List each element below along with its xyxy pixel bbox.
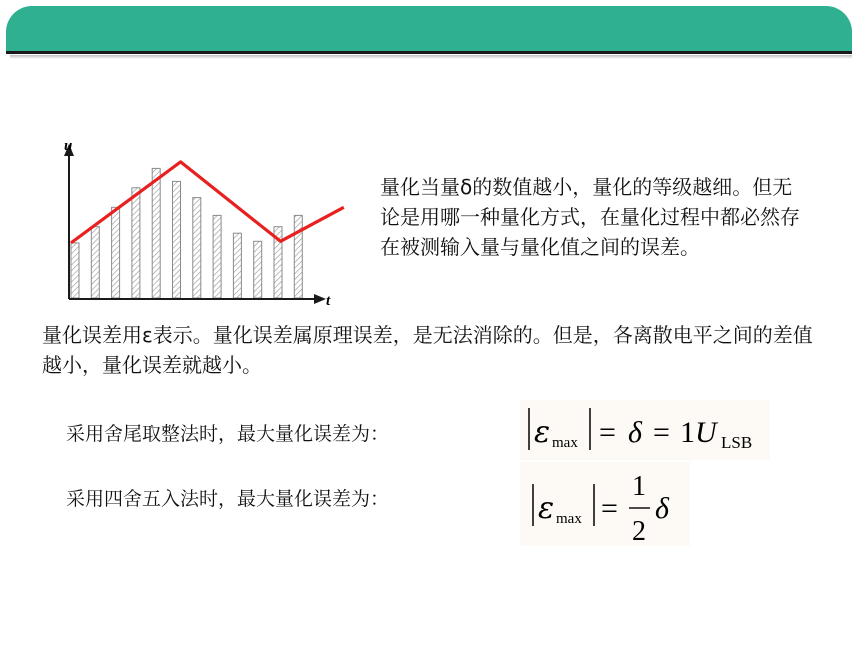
quantization-figure	[40, 132, 345, 312]
epsilon-symbol: ε	[534, 415, 551, 450]
formula-rounding	[520, 462, 690, 546]
paragraph-quantization-error: 量化误差用ε表示。量化误差属原理误差，是无法消除的。但是，各离散电平之间的差值越小，量化误差就越小。	[42, 323, 813, 377]
bars-group	[71, 168, 302, 298]
quantization-bar	[91, 227, 99, 298]
unit-u: U	[695, 416, 717, 449]
equals-sign-2: =	[653, 416, 670, 449]
delta-symbol: δ	[655, 492, 669, 525]
quantization-bar	[152, 168, 160, 298]
x-axis-arrow	[314, 294, 326, 304]
rule-rounding: 采用四舍五入法时，最大量化误差为：	[66, 488, 390, 510]
header-band	[6, 6, 852, 54]
quantization-bar	[112, 207, 120, 298]
formula-truncation	[520, 400, 770, 460]
delta-symbol: δ	[628, 416, 642, 449]
y-axis-label: u	[64, 138, 73, 154]
quantization-bar	[173, 181, 181, 298]
epsilon-subscript: max	[552, 435, 578, 451]
quantization-bar	[233, 233, 241, 298]
coefficient-one: 1	[680, 416, 695, 449]
quantization-bar	[294, 215, 302, 298]
quantization-bar	[71, 243, 79, 298]
header-shadow	[10, 55, 852, 59]
epsilon-subscript: max	[556, 511, 582, 527]
fraction-numerator: 1	[632, 471, 646, 502]
equals-sign-1: =	[599, 416, 616, 449]
quantization-bar	[193, 198, 201, 298]
quantization-bar	[213, 215, 221, 298]
epsilon-symbol: ε	[538, 491, 555, 526]
fraction-denominator: 2	[632, 516, 646, 546]
equals-sign: =	[601, 492, 618, 525]
unit-subscript-lsb: LSB	[721, 433, 753, 452]
quantization-bar	[132, 188, 140, 298]
rule-truncation: 采用舍尾取整法时，最大量化误差为：	[66, 423, 390, 445]
x-axis-label: t	[326, 293, 331, 309]
quantization-bar	[254, 241, 262, 298]
paragraph-quantization-level: 量化当量δ的数值越小，量化的等级越细。但无论是用哪一种量化方式，在量化过程中都必然存在被测输入量与量化值之间的误差。	[380, 175, 800, 259]
